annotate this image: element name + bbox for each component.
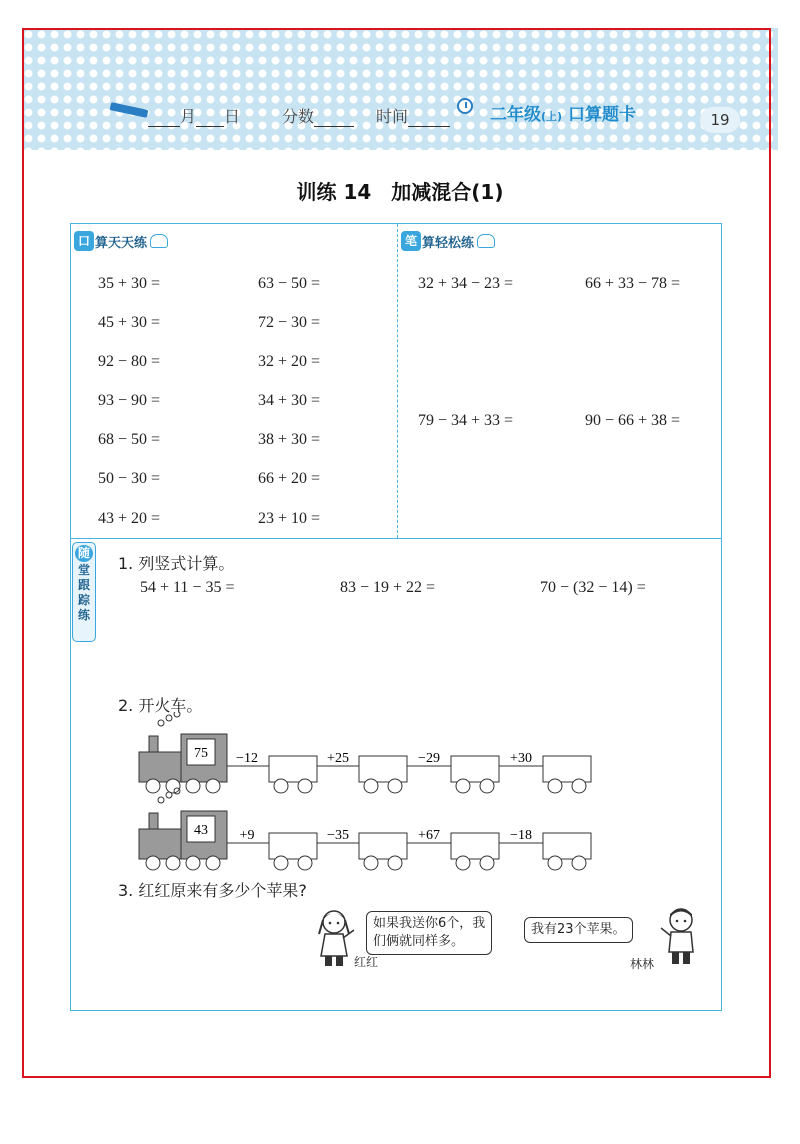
train-2: [139, 788, 591, 870]
series-badge: [490, 100, 690, 128]
oral-equation[interactable]: 66 + 20 =: [258, 470, 321, 487]
oral-practice-tag: [74, 230, 168, 252]
linlin-speech-bubble: [524, 917, 633, 943]
month-label: 月: [180, 107, 197, 126]
train-1-op: −29: [418, 751, 440, 766]
time-label: 时间: [376, 107, 409, 126]
written-tag-char: 笔: [401, 231, 421, 251]
vertical-calc-problem[interactable]: 70 − (32 − 14) =: [540, 579, 646, 596]
honghong-name: 红红: [354, 955, 379, 969]
written-tag-text: 算轻松练: [422, 235, 475, 251]
train-car[interactable]: [359, 833, 407, 870]
train-2-op: +9: [239, 828, 255, 843]
vertical-calc-problem[interactable]: 83 − 19 + 22 =: [340, 579, 436, 596]
question-3-label: 3. 红红原来有多少个苹果?: [118, 881, 307, 900]
oral-equation[interactable]: 93 − 90 =: [98, 392, 161, 409]
month-blank[interactable]: [148, 111, 180, 127]
book-icon: [150, 234, 168, 248]
class-practice-tag: [72, 542, 96, 642]
train-1-start-value: 75: [194, 746, 208, 761]
train-1: [139, 712, 591, 793]
day-label: 日: [224, 107, 241, 126]
written-equation[interactable]: 79 − 34 + 33 =: [418, 412, 514, 429]
train-2-op: +67: [418, 828, 440, 843]
linlin-name: 林林: [630, 957, 655, 971]
written-equation[interactable]: 66 + 33 − 78 =: [585, 275, 681, 292]
oral-equation[interactable]: 63 − 50 =: [258, 275, 321, 292]
series-label: 口算题卡: [567, 105, 636, 125]
oral-equation[interactable]: 92 − 80 =: [98, 353, 161, 370]
day-blank[interactable]: [196, 111, 224, 127]
train-2-start-value: 43: [194, 823, 208, 838]
oral-equation[interactable]: 50 − 30 =: [98, 470, 161, 487]
linlin-speech-line: 我有23个苹果。: [531, 922, 626, 937]
column-divider: [397, 224, 398, 538]
question-1-label: 1. 列竖式计算。: [118, 554, 235, 573]
honghong-speech-line: 如果我送你6个，我: [373, 916, 486, 931]
question-2-label: 2. 开火车。: [118, 696, 203, 715]
oral-equation[interactable]: 34 + 30 =: [258, 392, 321, 409]
train-car[interactable]: [543, 833, 591, 870]
train-car[interactable]: [451, 756, 499, 793]
written-equation[interactable]: 32 + 34 − 23 =: [418, 275, 514, 292]
train-diagram: [135, 712, 605, 872]
locomotive: [139, 712, 227, 793]
honghong-speech-bubble: [366, 911, 492, 955]
oral-equation[interactable]: 32 + 20 =: [258, 353, 321, 370]
train-1-op: +25: [327, 751, 349, 766]
oral-equation[interactable]: 23 + 10 =: [258, 510, 321, 527]
train-1-op: +30: [510, 751, 532, 766]
train-car[interactable]: [451, 833, 499, 870]
class-tag-char: 练: [77, 608, 90, 622]
train-car[interactable]: [543, 756, 591, 793]
oral-equation[interactable]: 68 − 50 =: [98, 431, 161, 448]
linlin-figure: [655, 906, 705, 968]
written-equation[interactable]: 90 − 66 + 38 =: [585, 412, 681, 429]
class-tag-char: 随: [75, 545, 93, 562]
section-divider: [71, 538, 721, 539]
train-2-op: −35: [327, 828, 349, 843]
oral-equation[interactable]: 35 + 30 =: [98, 275, 161, 292]
train-2-op: −18: [510, 828, 532, 843]
term-label: (上): [541, 110, 563, 123]
class-tag-char: 踪: [77, 593, 90, 607]
class-tag-char: 跟: [77, 578, 90, 592]
class-tag-char: 堂: [77, 563, 90, 577]
oral-equation[interactable]: 72 − 30 =: [258, 314, 321, 331]
honghong-speech-line: 们俩就同样多。: [373, 934, 465, 949]
train-car[interactable]: [269, 833, 317, 870]
train-1-op: −12: [236, 751, 258, 766]
oral-tag-text: 算天天练: [95, 235, 148, 251]
oral-tag-char: 口: [74, 231, 94, 251]
score-blank[interactable]: [314, 111, 354, 127]
vertical-calc-problem[interactable]: 54 + 11 − 35 =: [140, 579, 235, 596]
score-label: 分数: [282, 107, 315, 126]
locomotive: [139, 788, 227, 870]
train-car[interactable]: [269, 756, 317, 793]
page-number: 19: [700, 107, 740, 133]
honghong-figure: [310, 908, 360, 970]
book-icon: [477, 234, 495, 248]
clock-icon: [457, 98, 473, 114]
oral-equation[interactable]: 38 + 30 =: [258, 431, 321, 448]
time-blank[interactable]: [408, 111, 450, 127]
page-title: 训练 14 加减混合(1): [296, 180, 504, 204]
train-car[interactable]: [359, 756, 407, 793]
oral-equation[interactable]: 43 + 20 =: [98, 510, 161, 527]
written-practice-tag: [401, 230, 495, 252]
oral-equation[interactable]: 45 + 30 =: [98, 314, 161, 331]
grade-label: 二年级: [490, 105, 541, 125]
